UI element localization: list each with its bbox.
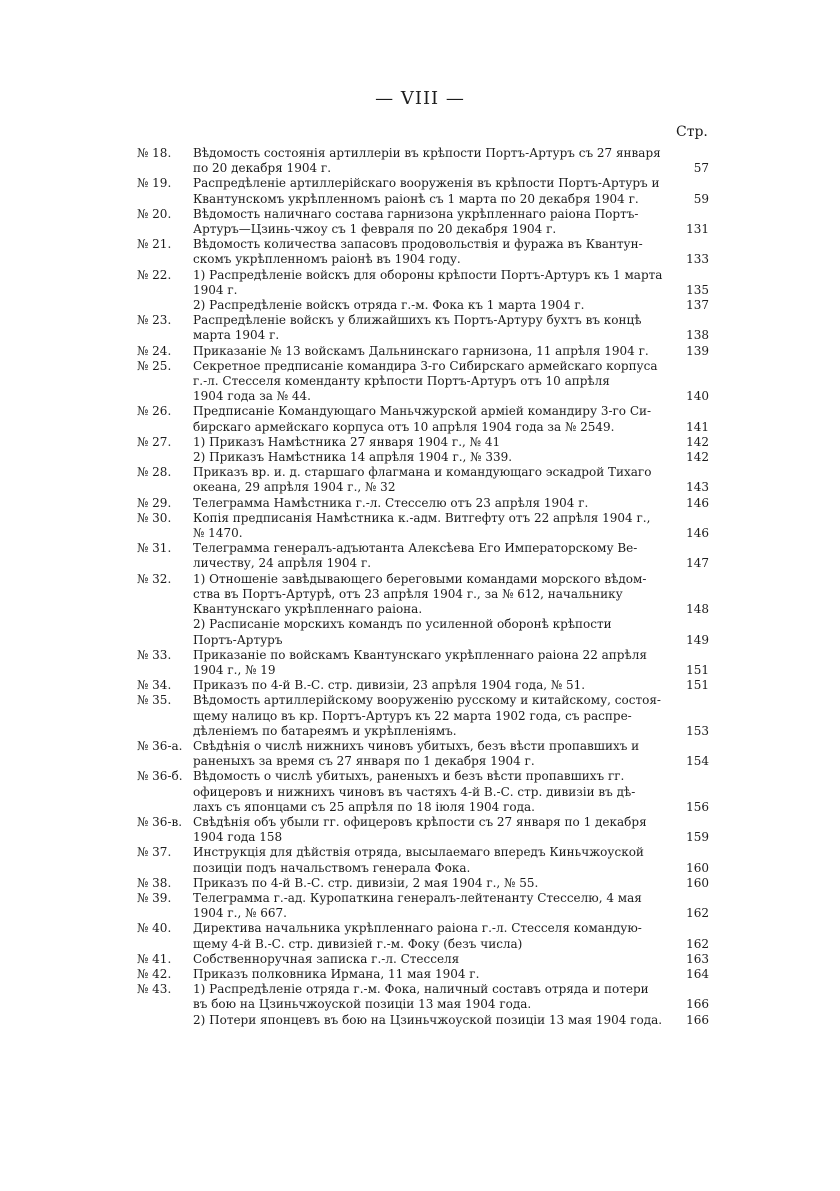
entry-line [193,344,709,359]
entry-title-text: Вѣдомость наличнаго состава гарнизона укрѣпленнаго раіона Портъ- [193,206,639,221]
toc-entry [137,815,709,845]
entry-number: № 40. [137,921,172,936]
entry-line [193,997,709,1012]
entry-number: № 25. [137,358,172,373]
entry-number: № 27. [137,434,172,449]
entry-line [193,982,709,997]
entry-number: № 19. [137,176,172,191]
entry-number: № 36-в. [137,814,183,829]
entry-line [193,313,709,328]
page-number: 133 [686,252,709,267]
entry-line [193,374,709,389]
entry-title-text: 2) Распредѣленіе войскъ отряда г.-м. Фока къ 1 марта 1904 г. [193,298,585,313]
entry-body [193,815,709,845]
entry-number: № 38. [137,875,172,890]
entry-body [193,146,709,176]
entry-title-text: 2) Расписаніе морскихъ командъ по усиленной оборонѣ крѣпости [193,617,612,632]
entry-number: № 31. [137,541,172,556]
page-number: 151 [686,678,709,693]
entry-title-text: Вѣдомость артиллерійскому вооруженію русскому и китайскому, состоя- [193,693,661,708]
entry-line [193,480,709,495]
entry-body [193,678,709,693]
entry-title-text: Телеграмма г.-ад. Куропаткина генералъ-лейтенанту Стесселю, 4 мая [193,890,642,905]
page-number: 148 [686,602,709,617]
entry-body [193,496,709,511]
entry-number: № 33. [137,647,172,662]
entry-line [193,526,709,541]
page-number: 166 [686,997,709,1012]
entry-title-text: щему 4-й В.-С. стр. дивизіей г.-м. Фоку (безъ числа) [193,936,523,951]
page-header: — VIII — [375,88,465,109]
entry-line [193,724,709,739]
page-number: 162 [686,936,709,951]
entry-line [193,222,709,237]
entry-title-text: океана, 29 апрѣля 1904 г., № 32 [193,480,396,495]
toc-entry [137,982,709,1028]
toc-entry [137,496,709,511]
toc-entry [137,739,709,769]
entry-title-text: Приказъ по 4-й В.-С. стр. дивизіи, 2 мая 1904 г., № 55. [193,875,539,890]
page-number: 164 [686,966,709,981]
entry-number: № 35. [137,693,172,708]
entry-body [193,982,709,1028]
entry-number: № 24. [137,343,172,358]
entry-line [193,404,709,419]
toc-entry [137,952,709,967]
toc-entry [137,891,709,921]
entry-line [193,617,709,632]
entry-title-text: офицеровъ и нижнихъ чиновъ въ частяхъ 4-й В.-С. стр. дивизіи въ дѣ- [193,784,636,799]
entry-title-text: Распредѣленіе артиллерійскаго вооруженія въ крѣпости Портъ-Артуръ и [193,176,660,191]
entry-title-text: Квантунскомъ укрѣпленномъ раіонѣ съ 1 марта по 20 декабря 1904 г. [193,191,639,206]
entry-number: № 30. [137,510,172,525]
entry-line [193,465,709,480]
entry-line [193,967,709,982]
page-number: 160 [686,860,709,875]
entry-line [193,906,709,921]
entry-line [193,556,709,571]
entry-body [193,921,709,951]
entry-title-text: 1904 г., № 19 [193,662,276,677]
entry-title-text: Телеграмма генералъ-адъютанта Алексѣева Его Императорскому Ве- [193,541,638,556]
toc-entry [137,404,709,434]
entry-title-text: 2) Потери японцевъ въ бою на Цзиньчжоуской позиціи 13 мая 1904 года. [193,1012,663,1027]
toc-entry [137,344,709,359]
entry-title-text: личеству, 24 апрѣля 1904 г. [193,556,372,571]
entry-line [193,389,709,404]
entry-title-text: 1) Приказъ Намѣстника 27 января 1904 г., № 41 [193,434,501,449]
page-number: 153 [686,723,709,738]
entry-body [193,739,709,769]
entry-title-text: раненыхъ за время съ 27 января по 1 декабря 1904 г. [193,754,535,769]
entry-line [193,252,709,267]
entry-number: № 32. [137,571,172,586]
page-number: 146 [686,495,709,510]
entry-title-text: Свѣдѣнія объ убыли гг. офицеровъ крѣпости съ 27 января по 1 декабря [193,814,647,829]
entry-line [193,678,709,693]
entry-line [193,298,709,313]
toc-entry [137,921,709,951]
entry-title-text: позиціи подъ начальствомъ генерала Фока. [193,860,471,875]
entry-line [193,176,709,191]
page-number: 159 [686,830,709,845]
entry-body [193,404,709,434]
entry-title-text: Копія предписанія Намѣстника к.-адм. Витгефту отъ 22 апрѣля 1904 г., [193,510,651,525]
page-number: 166 [686,1012,709,1027]
entry-title-text: 1) Отношеніе завѣдывающего береговыми командами морского вѣдом- [193,571,647,586]
toc-entry [137,435,709,465]
page-number: 149 [686,632,709,647]
entry-title-text: дѣленіемъ по батареямъ и укрѣпленіямъ. [193,723,457,738]
toc-entry [137,967,709,982]
entry-title-text: Вѣдомость состоянія артиллеріи въ крѣпости Портъ-Артуръ съ 27 января [193,146,661,160]
entry-number: № 20. [137,206,172,221]
entry-line [193,921,709,936]
entry-title-text: Вѣдомость количества запасовъ продовольствія и фуража въ Квантун- [193,237,643,252]
page-number: 138 [686,328,709,343]
toc-entry [137,313,709,343]
entry-number: № 26. [137,404,172,419]
page-number: 147 [686,556,709,571]
page-number: 154 [686,754,709,769]
entry-body [193,876,709,891]
entry-title-text: по 20 декабря 1904 г. [193,161,332,176]
entry-number: № 28. [137,465,172,480]
table-of-contents [137,146,709,1028]
toc-entry [137,359,709,405]
entry-body [193,541,709,571]
entry-title-text: Собственноручная записка г.-л. Стесселя [193,951,460,966]
entry-title-text: Инструкція для дѣйствія отряда, высылаемаго впередъ Киньчжоуской [193,845,644,860]
entry-line [193,237,709,252]
entry-title-text: 1) Распредѣленіе войскъ для обороны крѣпости Портъ-Артуръ къ 1 марта [193,267,663,282]
page-number: 139 [686,343,709,358]
entry-line [193,693,709,708]
entry-title-text: щему налицо въ кр. Портъ-Артуръ къ 22 марта 1902 года, съ распре- [193,708,632,723]
page-number: 162 [686,906,709,921]
entry-title-text: 1904 года 158 [193,830,283,845]
entry-title-text: 1) Распредѣленіе отряда г.-м. Фока, наличный составъ отряда и потери [193,982,649,997]
entry-line [193,420,709,435]
entry-number: № 29. [137,495,172,510]
entry-title-text: Приказъ по 4-й В.-С. стр. дивизіи, 23 апрѣля 1904 года, № 51. [193,678,586,693]
entry-line [193,435,709,450]
toc-entry [137,176,709,206]
toc-entry [137,693,709,739]
entry-title-text: Портъ-Артуръ [193,632,283,647]
page-column-label: Стр. [676,124,708,140]
entry-title-text: Вѣдомость о числѣ убитыхъ, раненыхъ и безъ вѣсти пропавшихъ гг. [193,769,625,784]
entry-body [193,344,709,359]
page-number: 163 [686,951,709,966]
entry-title-text: Директива начальника укрѣпленнаго раіона г.-л. Стесселя командую- [193,921,642,936]
page-number: 156 [686,799,709,814]
entry-number: № 22. [137,267,172,282]
toc-entry [137,648,709,678]
entry-number: № 21. [137,237,172,252]
entry-title-text: скомъ укрѣпленномъ раіонѣ въ 1904 году. [193,252,461,267]
entry-body [193,313,709,343]
toc-entry [137,572,709,648]
entry-title-text: г.-л. Стесселя коменданту крѣпости Портъ-Артуръ отъ 10 апрѣля [193,374,610,389]
entry-line [193,207,709,222]
entry-body [193,435,709,465]
entry-body [193,952,709,967]
entry-title-text: въ бою на Цзиньчжоуской позиціи 13 мая 1904 года. [193,997,532,1012]
entry-title-text: Телеграмма Намѣстника г.-л. Стесселю отъ 23 апрѣля 1904 г. [193,495,589,510]
entry-line [193,815,709,830]
entry-number: № 23. [137,313,172,328]
entry-body [193,359,709,405]
entry-title-text: Приказъ вр. и. д. старшаго флагмана и командующаго эскадрой Тихаго [193,465,652,480]
toc-entry [137,237,709,267]
entry-line [193,359,709,374]
toc-entry [137,146,709,176]
entry-title-text: бирскаго армейскаго корпуса отъ 10 апрѣля 1904 года за № 2549. [193,419,615,434]
entry-title-text: Распредѣленіе войскъ у ближайшихъ къ Портъ-Артуру бухтъ въ концѣ [193,313,642,328]
entry-body [193,891,709,921]
entry-line [193,161,709,176]
entry-number: № 34. [137,678,172,693]
page-number: 57 [693,161,709,176]
page-number: 151 [686,662,709,677]
entry-line [193,587,709,602]
entry-body [193,207,709,237]
entry-body [193,769,709,815]
toc-entry [137,541,709,571]
entry-title-text: марта 1904 г. [193,328,280,343]
entry-line [193,937,709,952]
entry-number: № 43. [137,982,172,997]
entry-line [193,663,709,678]
entry-line [193,192,709,207]
entry-number: № 37. [137,845,172,860]
entry-line [193,952,709,967]
entry-title-text: Приказаніе № 13 войскамъ Дальнинскаго гарнизона, 11 апрѣля 1904 г. [193,343,649,358]
page-number: 142 [686,434,709,449]
entry-title-text: 1904 г. [193,282,238,297]
entry-line [193,648,709,663]
entry-title-text: 2) Приказъ Намѣстника 14 апрѣля 1904 г., № 339. [193,450,513,465]
page-number: 137 [686,298,709,313]
page-number: 131 [686,222,709,237]
entry-line [193,785,709,800]
toc-entry [137,876,709,891]
entry-body [193,176,709,206]
toc-entry [137,769,709,815]
entry-title-text: ства въ Портъ-Артурѣ, отъ 23 апрѣля 1904 г., за № 612, начальнику [193,586,623,601]
entry-line [193,328,709,343]
entry-line [193,830,709,845]
entry-body [193,845,709,875]
entry-body [193,465,709,495]
entry-number: № 18. [137,146,172,160]
entry-title-text: Свѣдѣнія о числѣ нижнихъ чиновъ убитыхъ, безъ вѣсти пропавшихъ и [193,738,640,753]
entry-title-text: № 1470. [193,526,243,541]
entry-title-text: лахъ съ японцами съ 25 апрѣля по 18 іюля 1904 года. [193,799,535,814]
entry-line [193,754,709,769]
entry-line [193,146,709,161]
entry-line [193,709,709,724]
entry-line [193,845,709,860]
page-number: 135 [686,282,709,297]
entry-title-text: Приказаніе по войскамъ Квантунскаго укрѣпленнаго раіона 22 апрѣля [193,647,647,662]
entry-line [193,268,709,283]
entry-line [193,541,709,556]
page-number: 146 [686,526,709,541]
page-number: 141 [686,419,709,434]
entry-body [193,648,709,678]
entry-number: № 42. [137,966,172,981]
toc-entry [137,845,709,875]
toc-entry [137,268,709,314]
page-number: 59 [693,191,709,206]
entry-title-text: Приказъ полковника Ирмана, 11 мая 1904 г. [193,966,480,981]
page-number: 143 [686,480,709,495]
entry-line [193,769,709,784]
entry-line [193,891,709,906]
entry-line [193,633,709,648]
entry-line [193,876,709,891]
entry-line [193,861,709,876]
entry-number: № 36-а. [137,738,183,753]
toc-entry [137,207,709,237]
entry-body [193,572,709,648]
entry-title-text: Предписаніе Командующаго Маньчжурской арміей командиру 3-го Си- [193,404,652,419]
entry-line [193,800,709,815]
toc-entry [137,678,709,693]
entry-title-text: Секретное предписаніе командира 3-го Сибирскаго армейскаго корпуса [193,358,658,373]
entry-title-text: Артуръ—Цзинь-чжоу съ 1 февраля по 20 декабря 1904 г. [193,222,557,237]
entry-line [193,572,709,587]
entry-line [193,450,709,465]
page-number: 142 [686,450,709,465]
entry-body [193,237,709,267]
entry-number: № 39. [137,890,172,905]
entry-line [193,511,709,526]
entry-title-text: 1904 года за № 44. [193,389,311,404]
entry-body [193,511,709,541]
entry-line [193,739,709,754]
entry-title-text: 1904 г., № 667. [193,906,287,921]
entry-line [193,1013,709,1028]
entry-line [193,496,709,511]
page-number: 160 [686,875,709,890]
entry-body [193,693,709,739]
entry-body [193,967,709,982]
entry-line [193,602,709,617]
entry-title-text: Квантунскаго укрѣпленнаго раіона. [193,602,423,617]
toc-entry [137,465,709,495]
entry-body [193,268,709,314]
entry-number: № 36-б. [137,769,183,784]
page-number: 140 [686,389,709,404]
entry-line [193,283,709,298]
entry-number: № 41. [137,951,172,966]
toc-entry [137,511,709,541]
